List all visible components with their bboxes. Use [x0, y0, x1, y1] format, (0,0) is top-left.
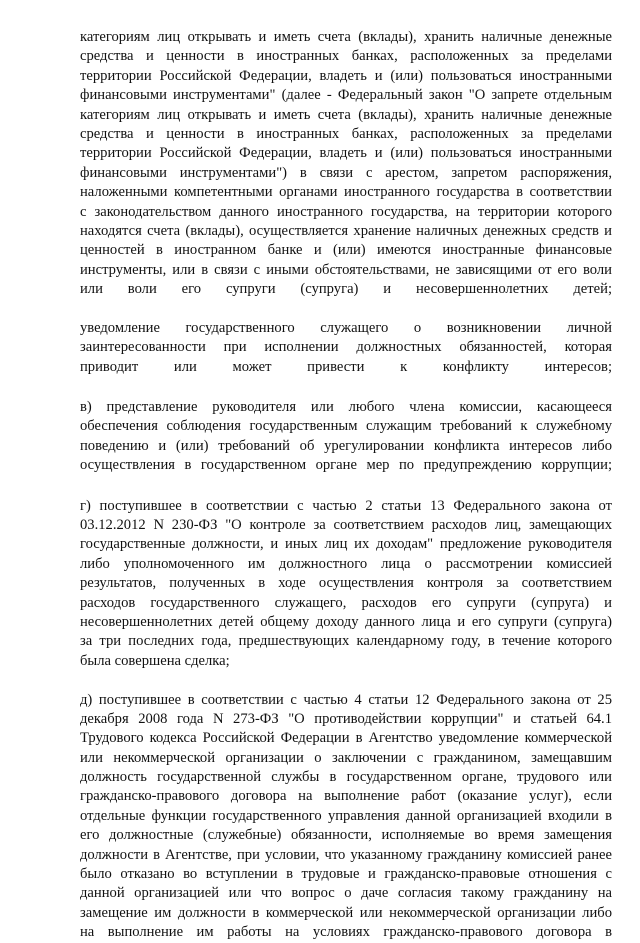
text-line: на выполнение им работы на условиях гражданско-правового договора в: [80, 924, 612, 941]
text-line: территории Российской Федерации, владеть и (или) пользоваться иностранными: [80, 145, 612, 162]
text-line: за три последних года, предшествующих календарному году, в течение которого: [80, 633, 612, 650]
text-line: д) поступившее в соответствии с частью 4 статьи 12 Федерального закона от 25: [80, 691, 612, 708]
text-line: приводит или может привести к конфликту интересов;: [80, 358, 612, 375]
text-line: была совершена сделка;: [80, 652, 230, 669]
text-line: финансовыми инструментами" (далее - Федеральный закон "О запрете отдельным: [80, 87, 612, 104]
text-line: обеспечения соблюдения государственным служащим требований к служебному: [80, 418, 612, 435]
text-line: или воли его супруги (супруга) и несовершеннолетних детей;: [80, 281, 612, 298]
text-line: в) представление руководителя или любого члена комиссии, касающееся: [80, 399, 612, 416]
text-line: находятся счета (вклады), осуществляется хранение наличных денежных средств и: [80, 222, 612, 239]
text-line: средства и ценности в иностранных банках, расположенных за пределами: [80, 48, 612, 65]
text-line: осуществления в государственном органе мер по предупреждению коррупции;: [80, 457, 612, 474]
text-line: территории Российской Федерации, владеть и (или) пользоваться иностранными: [80, 67, 612, 84]
text-line: г) поступившее в соответствии с частью 2 статьи 13 Федерального закона от: [80, 497, 612, 514]
text-line: поведению и (или) требований об урегулировании конфликта интересов либо: [80, 437, 612, 454]
text-line: либо уполномоченного им должностного лица о рассмотрении комиссией: [80, 555, 612, 572]
text-line: категориям лиц открывать и иметь счета (вклады), хранить наличные денежные: [80, 106, 612, 123]
text-line: должности в Агентстве, при условии, что указанному гражданину комиссией ранее: [80, 846, 612, 863]
text-line: с законодательством данного иностранного государства, на территории которого: [80, 203, 612, 220]
text-line: данной организацией или что вопрос о даче согласия такому гражданину на: [80, 885, 612, 902]
text-line: расходов государственного служащего, расходов его супруги (супруга) и: [80, 594, 612, 611]
text-line: отдельные функции государственного управления данной организацией входили в: [80, 807, 612, 824]
paragraph-item-v: [80, 398, 612, 476]
text-line: его должностные (служебные) обязанности, исполняемые во время замещения: [80, 827, 612, 844]
text-line: уведомление государственного служащего о возникновении личной: [80, 319, 612, 336]
text-line: заинтересованности при исполнении должностных обязанностей, которая: [80, 339, 612, 356]
text-line: категориям лиц открывать и иметь счета (вклады), хранить наличные денежные: [80, 29, 612, 45]
text-line: гражданско-правового договора на выполнение работ (оказание услуг), если: [80, 788, 612, 805]
text-line: ценностей в иностранном банке и (или) имеются иностранные финансовые: [80, 242, 612, 259]
paragraph-conflict-notice: [80, 319, 612, 377]
paragraph-item-g: [80, 497, 612, 672]
text-line: Трудового кодекса Российской Федерации в Агентство уведомление коммерческой: [80, 730, 612, 747]
text-line: несовершеннолетних детей общему доходу данного лица и его супруги (супруга): [80, 613, 612, 630]
text-line: результатов, полученных в ходе осуществления контроля за соответствием: [80, 575, 612, 592]
document-page: [80, 28, 612, 943]
text-line: или некоммерческой организации о заключении с гражданином, замещавшим: [80, 749, 612, 766]
text-line: было отказано во вступлении в трудовые и гражданско-правовые отношения с: [80, 866, 612, 883]
text-line: инструменты, или в связи с иными обстоятельствами, не зависящими от его воли: [80, 261, 612, 278]
text-line: наложенными компетентными органами иностранного государства в соответствии: [80, 184, 612, 201]
text-line: финансовыми инструментами") в связи с арестом, запретом распоряжения,: [80, 164, 612, 181]
text-line: должность государственной службы в государственном органе, трудового или: [80, 769, 612, 786]
text-line: замещение им должности в коммерческой или некоммерческой организации либо: [80, 904, 612, 921]
text-line: 03.12.2012 N 230-ФЗ "О контроле за соответствием расходов лиц, замещающих: [80, 516, 612, 533]
text-line: средства и ценности в иностранных банках, расположенных за пределами: [80, 125, 612, 142]
text-line: государственные должности, и иных лиц их доходам" предложение руководителя: [80, 536, 612, 553]
paragraph-continuation: [80, 28, 612, 299]
text-line: декабря 2008 года N 273-ФЗ "О противодействии коррупции" и статьей 64.1: [80, 710, 612, 727]
